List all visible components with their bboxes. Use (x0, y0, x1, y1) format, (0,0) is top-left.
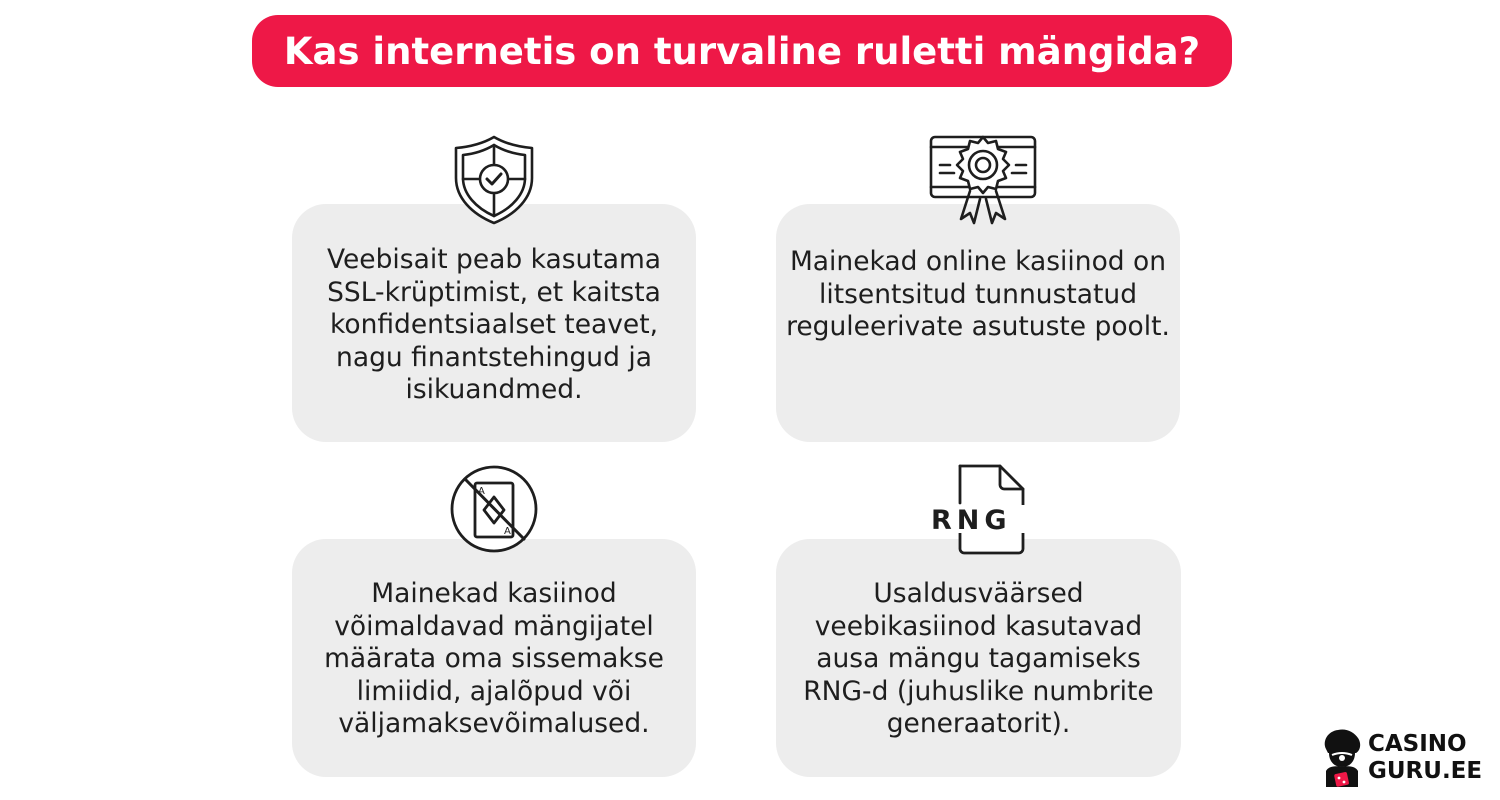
logo-line-1: CASINO (1368, 731, 1467, 757)
info-card-text: Usaldusväärsed veebikasiinod kasutavad ausa mängu tagamiseks RNG-d (juhuslike numbrite generaatorit). (803, 578, 1154, 739)
page-title: Kas internetis on turvaline ruletti mängida? (283, 29, 1201, 73)
svg-text:A: A (478, 486, 485, 497)
casino-guru-mascot-icon (1320, 727, 1364, 789)
no-gambling-icon (447, 463, 541, 555)
info-card-text: Mainekad kasiinod võimaldavad mängijatel määrata oma sissemakse limiidid, ajalõpud või väljamaksevõimalused. (324, 578, 664, 739)
logo-wordmark (1368, 731, 1482, 785)
info-card-license (776, 204, 1180, 442)
shield-check-icon (452, 134, 536, 226)
logo-line-2: GURU.EE (1368, 758, 1483, 784)
title-banner (252, 15, 1232, 87)
svg-text:A: A (504, 526, 511, 537)
certificate-icon (928, 133, 1038, 225)
rng-file-icon (930, 463, 1028, 555)
casino-guru-logo[interactable] (1320, 726, 1483, 790)
info-card-ssl (292, 204, 696, 442)
info-card-text: Veebisait peab kasutama SSL-krüptimist, et kaitsta konfidentsiaalset teavet, nagu finantstehingud ja isikuandmed. (326, 244, 662, 405)
info-card-text: Mainekad online kasiinod on litsentsitud tunnustatud reguleerivate asutuste poolt. (786, 246, 1170, 342)
svg-text:RNG: RNG (931, 505, 1012, 536)
info-card-limits (292, 539, 696, 777)
info-card-rng (776, 539, 1181, 777)
